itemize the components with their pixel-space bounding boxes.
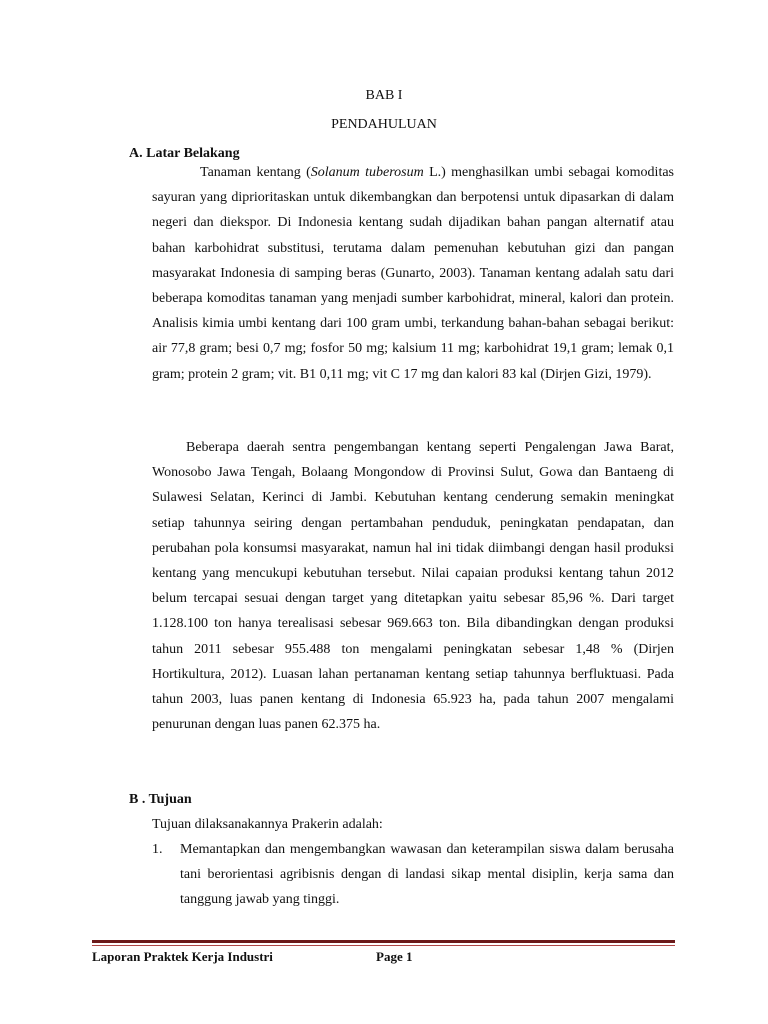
section-b-intro: Tujuan dilaksanakannya Prakerin adalah:	[152, 817, 383, 832]
list-item-number: 1.	[152, 842, 163, 857]
section-a-heading: A. Latar Belakang	[129, 146, 240, 161]
p1-before: Tanaman kentang (	[200, 165, 311, 180]
footer-page-number: Page 1	[376, 949, 413, 964]
scientific-name: Solanum tuberosum	[310, 165, 424, 180]
section-b-heading: B . Tujuan	[129, 792, 192, 807]
chapter-title: PENDAHULUAN	[331, 117, 437, 132]
footer-rule-light	[92, 945, 675, 946]
paragraph-background-2	[152, 435, 674, 737]
footer-rule	[92, 940, 675, 946]
list-item-text: Memantapkan dan mengembangkan wawasan dan keterampilan siswa dalam berusaha tani berorientasi agribisnis dengan di landasi sikap mental disiplin, kerja sama dan tanggung jawab yang tinggi.	[180, 842, 674, 908]
p2-text: Beberapa daerah sentra pengembangan kentang seperti Pengalengan Jawa Barat, Wonosobo Jawa Tengah, Bolaang Mongondow di Provinsi Sulut, Gowa dan Bantaeng di Sulawesi Selatan, Kerinci di Jambi. Kebutuhan kentang cenderung semakin meningkat setiap tahunnya seiring dengan pertambahan penduduk, peningkatan pendapatan, dan perubahan pola konsumsi masyarakat, namun hal ini tidak diimbangi dengan hasil produksi kentang yang mencukupi kebutuhan tersebut. Nilai capaian produksi kentang tahun 2012 belum tercapai sesuai dengan target yang ditetapkan yaitu sebesar 85,96 %. Dari target 1.128.100 ton hanya terealisasi sebesar 969.663 ton. Bila dibandingkan dengan produksi tahun 2011 sebesar 955.488 ton mengalami peningkatan sebesar 1,48 % (Dirjen Hortikultura, 2012). Luasan lahan pertanaman kentang setiap tahunnya berfluktuasi. Pada tahun 2003, luas panen kentang di Indonesia 65.923 ha, pada tahun 2007 mengalami penurunan dengan luas panen 62.375 ha.	[152, 440, 674, 733]
footer-report-title: Laporan Praktek Kerja Industri	[92, 949, 273, 964]
paragraph-background-1	[152, 160, 674, 387]
p1-after: L.) menghasilkan umbi sebagai komoditas sayuran yang diprioritaskan untuk dikembangkan dan berpotensi untuk dipasarkan di dalam negeri dan diekspor. Di Indonesia kentang sudah dijadikan bahan pangan alternatif atau bahan karbohidrat substitusi, terutama dalam pemenuhan kebutuhan gizi dan pangan masyarakat Indonesia di samping beras (Gunarto, 2003). Tanaman kentang adalah satu dari beberapa komoditas tanaman yang menjadi sumber karbohidrat, mineral, kalori dan protein. Analisis kimia umbi kentang dari 100 gram umbi, terkandung bahan-bahan sebagai berikut: air 77,8 gram; besi 0,7 mg; fosfor 50 mg; kalsium 11 mg; karbohidrat 19,1 gram; lemak 0,1 gram; protein 2 gram; vit. B1 0,11 mg; vit C 17 mg dan kalori 83 kal (Dirjen Gizi, 1979).	[152, 165, 674, 382]
chapter-number: BAB I	[365, 88, 403, 103]
